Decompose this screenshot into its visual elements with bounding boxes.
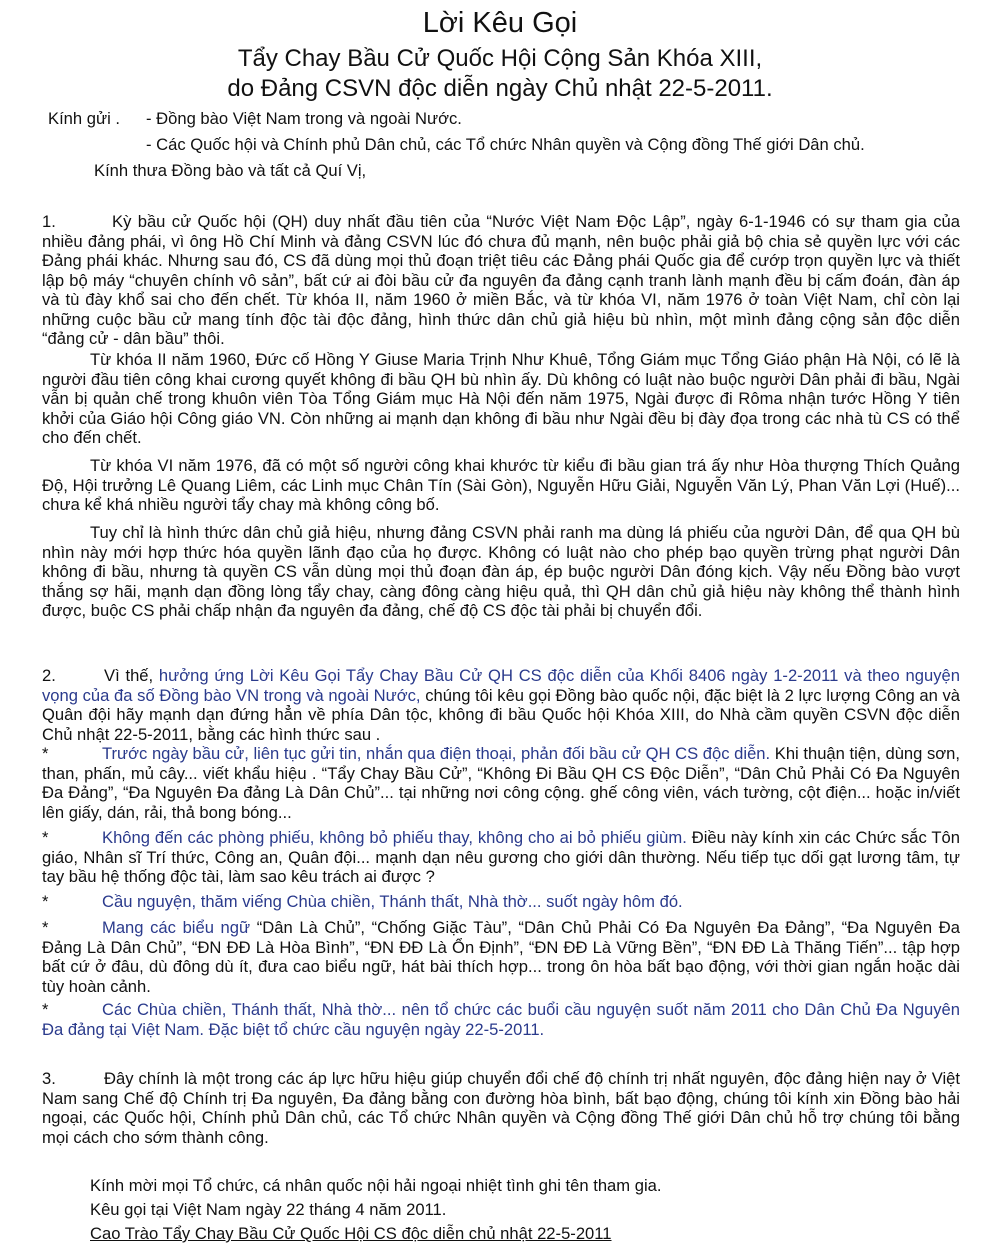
closing-date-place: Kêu gọi tại Việt Nam ngày 22 tháng 4 năm 2011. xyxy=(90,1200,447,1219)
bullet-star: * xyxy=(42,892,49,911)
bullet-4-highlight: Mang các biểu ngữ xyxy=(102,918,251,937)
recipients-label: Kính gửi . xyxy=(48,109,120,128)
bullet-3 xyxy=(42,892,960,912)
bullet-1-highlight: Trước ngày bầu cử, liên tục gửi tin, nhắn qua điện thoại, phản đối bầu cử QH CS độc diễn. xyxy=(102,744,771,763)
closing-signature: Cao Trào Tẩy Chay Bầu Cử Quốc Hội CS độc diễn chủ nhật 22-5-2011 xyxy=(90,1224,612,1243)
section-1-paragraph-2: Từ khóa II năm 1960, Đức cố Hồng Y Giuse Maria Trịnh Như Khuê, Tổng Giám mục Tổng Giáo phận Hà Nội, có lẽ là người đầu tiên công khai cương quyết không đi bầu QH bù nhìn ấy. Dù không có luật nào buộc người Dân phải đi bầu, Ngài vẫn bị quản chế trong khuôn viên Tòa Tổng Giám mục Hà Nội đến năm 1975, Ngài được đi Rôma nhận tước Hồng Y tiên khởi của Giáo hội Công giáo VN. Còn những ai mạnh dạn không đi bầu như Ngài đều bị đày đọa trong các nhà tù CS có thể cho đến chết. xyxy=(42,350,960,447)
bullet-2 xyxy=(42,828,960,887)
document-title: Lời Kêu Gọi xyxy=(422,7,578,39)
section-2-lead: Vì thế, xyxy=(104,666,154,685)
recipient-2: - Các Quốc hội và Chính phủ Dân chủ, các Tổ chức Nhân quyền và Cộng đồng Thế giới Dân chủ. xyxy=(146,135,865,154)
section-1-paragraph-1 xyxy=(42,212,960,349)
bullet-5-highlight: Các Chùa chiền, Thánh thất, Nhà thờ... nên tổ chức các buổi cầu nguyện suốt năm 2011 cho Dân Chủ Đa Nguyên Đa đảng tại Việt Nam. Đặc biệt tổ chức cầu nguyện ngày 22-5-2011. xyxy=(42,1000,960,1039)
section-2-intro xyxy=(42,666,960,744)
section-1-paragraph-4: Tuy chỉ là hình thức dân chủ giả hiệu, nhưng đảng CSVN phải ranh ma dùng lá phiếu của người Dân, để qua QH bù nhìn này mới hợp thức hóa quyền lãnh đạo của họ được. Không có luật nào cho phép bạo quyền trừng phạt người Dân không đi bầu, nhưng tà quyền CS vẫn dùng mọi thủ đoạn đàn áp, ép buộc người Dân đóng kịch. Vậy nếu Đồng bào vượt thắng sợ hãi, mạnh dạn đồng lòng tẩy chay, càng đông càng hiệu quả, thì QH dân chủ giả hiệu này không thể thành hình được, buộc CS phải chấp nhận đa nguyên đa đảng, chế độ CS độc tài phải bị chuyển đổi. xyxy=(42,523,960,620)
bullet-5 xyxy=(42,1000,960,1039)
bullet-1-text: Khi thuận tiện, dùng sơn, than, phấn, mủ cây... viết khẩu hiệu . “Tẩy Chay Bầu Cử”, “Không Đi Bầu QH CS Độc Diễn”, “Dân Chủ Phải Có Đa Nguyên Đa Đảng”, “Đa Nguyên Đa đảng Là Dân Chủ”... tại những nơi công cộng. ghế công viên, vách tường, cột điện... hoặc in/viết lên giấy, dán, rải, thả bong bóng... xyxy=(42,744,961,822)
closing-invitation: Kính mời mọi Tổ chức, cá nhân quốc nội hải ngoại nhiệt tình ghi tên tham gia. xyxy=(90,1176,662,1195)
bullet-star: * xyxy=(42,918,49,937)
section-3-text: Đây chính là một trong các áp lực hữu hiệu giúp chuyển đổi chế độ chính trị nhất nguyên, độc đảng hiện nay ở Việt Nam sang Chế độ Chính trị Đa nguyên, Đa đảng bằng con đường hòa bình, bất bạo động, chúng tôi kính xin Đồng bào hải ngoại, các Quốc hội, Chính phủ Dân chủ, các Tổ chức Nhân quyền và Cộng đồng Thế giới Dân chủ hỗ trợ chúng tôi bằng mọi cách cho sớm thành công. xyxy=(42,1069,960,1147)
bullet-4-text: “Dân Là Chủ”, “Chống Giặc Tàu”, “Dân Chủ Phải Có Đa Nguyên Đa Đảng”, “Đa Nguyên Đa Đảng Là Dân Chủ”, “ĐN ĐĐ Là Hòa Bình”, “ĐN ĐĐ Là Ổn Định”, “ĐN ĐĐ Là Vững Bền”, “ĐN ĐĐ Là Thăng Tiến”... tập hợp bất cứ ở đâu, dù đông dù ít, đưa cao biểu ngữ, hát bài thích hợp... trong ôn hòa bất bạo động, với thời gian ngắn hoặc dài tùy hoàn cảnh. xyxy=(42,918,960,996)
section-2-highlight: hưởng ứng Lời Kêu Gọi Tẩy Chay Bầu Cử QH CS độc diễn của Khối 8406 ngày 1-2-2011 và theo nguyện vọng của đa số Đồng bào VN trong và ngoài Nước, xyxy=(42,666,960,705)
bullet-3-highlight: Cầu nguyện, thăm viếng Chùa chiền, Thánh thất, Nhà thờ... suốt ngày hôm đó. xyxy=(102,892,683,911)
section-2-number: 2. xyxy=(42,666,56,685)
bullet-1 xyxy=(42,744,960,822)
bullet-star: * xyxy=(42,828,49,847)
bullet-2-highlight: Không đến các phòng phiếu, không bỏ phiếu thay, không cho ai bỏ phiếu giùm. xyxy=(102,828,687,847)
bullet-star: * xyxy=(42,1000,49,1019)
section-1-paragraph-3: Từ khóa VI năm 1976, đã có một số người công khai khước từ kiểu đi bầu gian trá ấy như Hòa thượng Thích Quảng Độ, Hội trưởng Lê Quang Liêm, các Linh mục Chân Tín (Sài Gòn), Nguyễn Hữu Giải, Nguyễn Văn Lý, Phan Văn Lợi (Huế)... chưa kể khá nhiều người tẩy chay mà không công bố. xyxy=(42,456,960,514)
bullet-4 xyxy=(42,918,960,996)
section-1-text: Kỳ bầu cử Quốc hội (QH) duy nhất đầu tiên của “Nước Việt Nam Độc Lập”, ngày 6-1-1946 có sự tham gia của nhiều đảng phái, vì ông Hồ Chí Minh và đảng CSVN lúc đó chưa đủ mạnh, nên buộc phải giả bộ chia sẻ quyền lực với các Đảng phái khác. Nhưng sau đó, CS đã dùng mọi thủ đoạn triệt tiêu các Đảng phái Quốc gia để cướp trọn quyền lực và thiết lập bộ máy “chuyên chính vô sản”, bất cứ ai đòi bầu cử đa nguyên đa đảng cạnh tranh lành mạnh đều bị cấm đoán, đàn áp và tù đày khổ sai cho đến chết. Từ khóa II, năm 1960 ở miền Bắc, và từ khóa VI, năm 1976 ở toàn Việt Nam, chỉ còn lại những cuộc bầu cử mang tính độc tài độc đảng, hình thức dân chủ giả hiệu bù nhìn, một mình đảng cộng sản độc diễn “đảng cử - dân bầu” thôi. xyxy=(42,212,960,348)
bullet-star: * xyxy=(42,744,49,763)
section-1-number: 1. xyxy=(42,212,56,231)
greeting: Kính thưa Đồng bào và tất cả Quí Vị, xyxy=(94,161,367,180)
section-2-text: chúng tôi kêu gọi Đồng bào quốc nội, đặc biệt là 2 lực lượng Công an và Quân đội hãy mạnh dạn đứng hẳn về phía Dân tộc, không đi bầu Quốc hội Khóa XIII, do Nhà cầm quyền CSVN độc diễn Chủ nhật 22-5-2011, bằng các hình thức sau . xyxy=(42,685,961,744)
section-3-paragraph xyxy=(42,1069,960,1147)
section-3-number: 3. xyxy=(42,1069,56,1088)
recipient-1: - Đồng bào Việt Nam trong và ngoài Nước. xyxy=(146,109,462,128)
bullet-2-text: Điều này kính xin các Chức sắc Tôn giáo, Nhân sĩ Trí thức, Công an, Quân đội... mạnh dạn nêu gương cho giới dân thường. Nếu tiếp tục dối gạt lương tâm, tự tay bầu hệ thống độc tài, làm sao kêu trách ai được ? xyxy=(42,828,960,886)
document-subtitle-line-1: Tẩy Chay Bầu Cử Quốc Hội Cộng Sản Khóa XIII, xyxy=(237,45,763,72)
document-subtitle-line-2: do Đảng CSVN độc diễn ngày Chủ nhật 22-5-2011. xyxy=(227,75,773,102)
